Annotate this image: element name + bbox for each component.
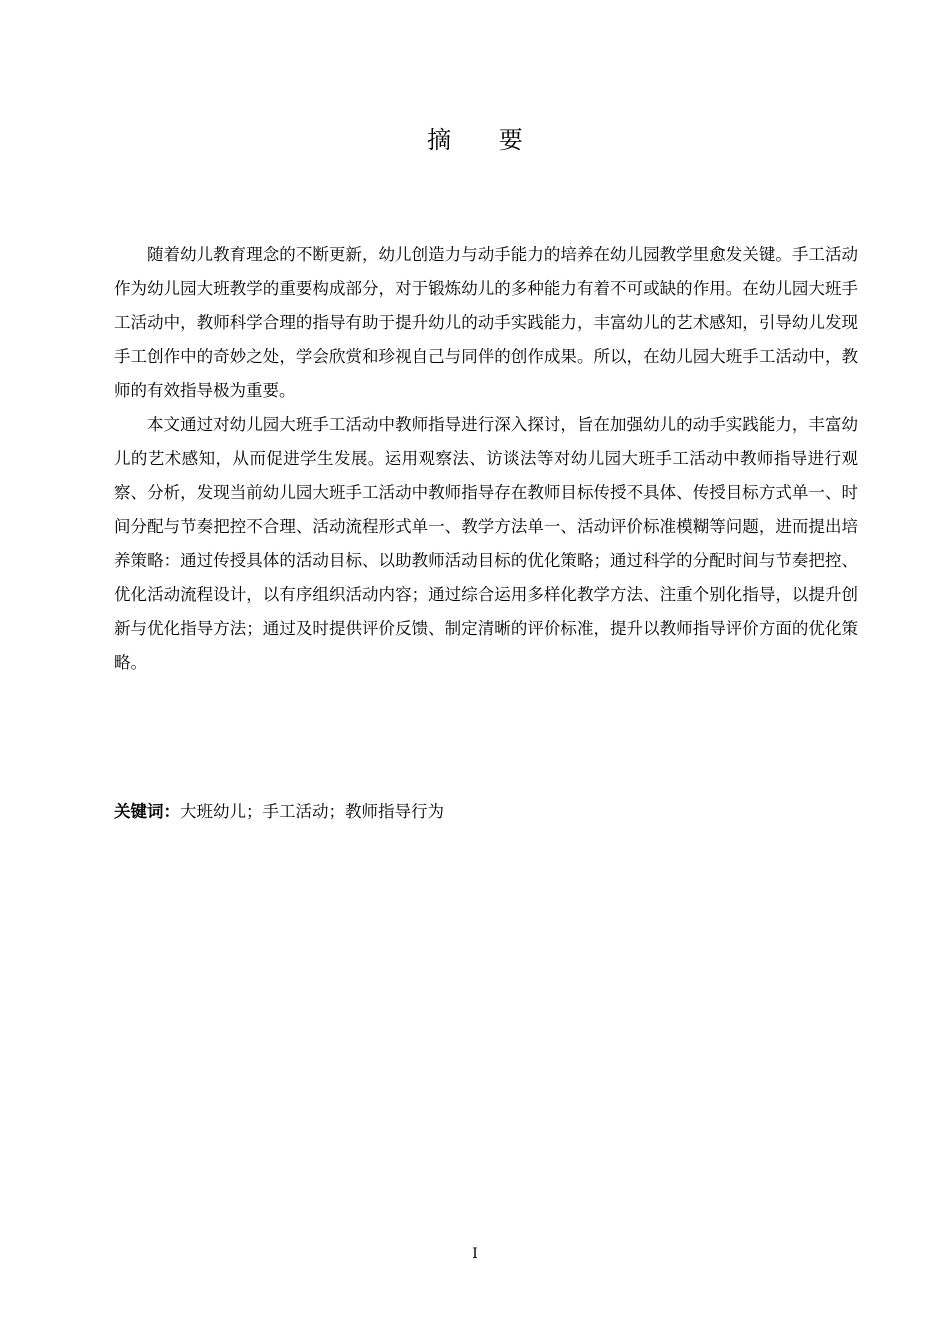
keywords-value: 大班幼儿；手工活动；教师指导行为 xyxy=(180,802,444,821)
page-number: I xyxy=(472,1246,478,1262)
abstract-body xyxy=(114,238,858,680)
page-title: 摘 要 xyxy=(427,126,543,154)
keywords-line xyxy=(114,795,858,829)
abstract-paragraph-2: 本文通过对幼儿园大班手工活动中教师指导进行深入探讨，旨在加强幼儿的动手实践能力，丰富幼儿的艺术感知，从而促进学生发展。运用观察法、访谈法等对幼儿园大班手工活动中教师指导进行观察、分析，发现当前幼儿园大班手工活动中教师指导存在教师目标传授不具体、传授目标方式单一、时间分配与节奏把控不合理、活动流程形式单一、教学方法单一、活动评价标准模糊等问题，进而提出培养策略：通过传授具体的活动目标、以助教师活动目标的优化策略；通过科学的分配时间与节奏把控、优化活动流程设计，以有序组织活动内容；通过综合运用多样化教学方法、注重个别化指导，以提升创新与优化指导方法；通过及时提供评价反馈、制定清晰的评价标准，提升以教师指导评价方面的优化策略。 xyxy=(114,415,858,672)
keywords-label: 关键词： xyxy=(114,802,180,821)
abstract-paragraph-1: 随着幼儿教育理念的不断更新，幼儿创造力与动手能力的培养在幼儿园教学里愈发关键。手工活动作为幼儿园大班教学的重要构成部分，对于锻炼幼儿的多种能力有着不可或缺的作用。在幼儿园大班手工活动中，教师科学合理的指导有助于提升幼儿的动手实践能力，丰富幼儿的艺术感知，引导幼儿发现手工创作中的奇妙之处，学会欣赏和珍视自己与同伴的创作成果。所以，在幼儿园大班手工活动中，教师的有效指导极为重要。 xyxy=(114,245,858,400)
